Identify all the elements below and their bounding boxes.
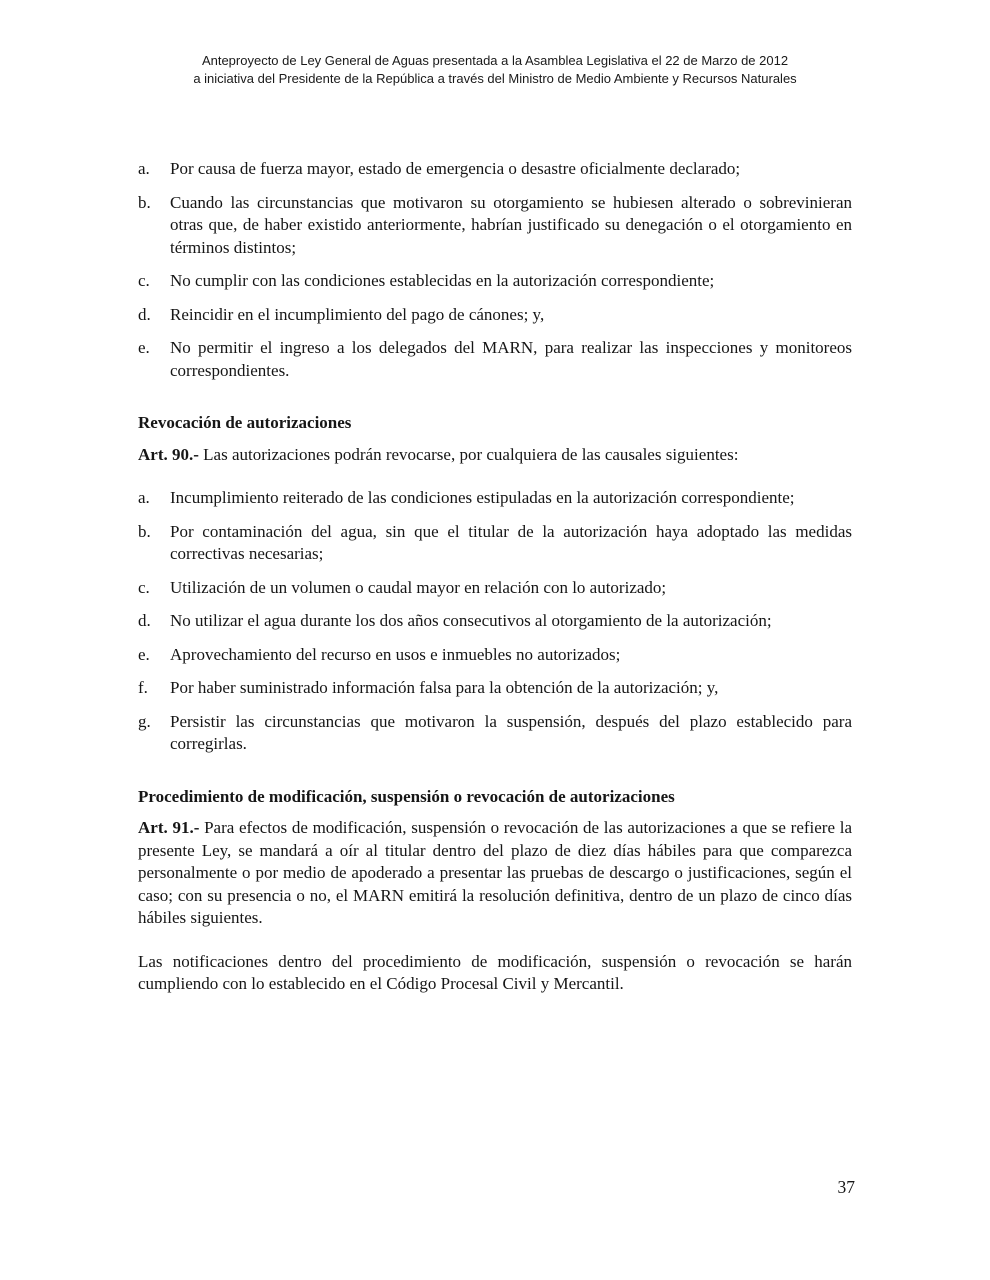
item-marker: c. [138, 577, 150, 597]
list-item [138, 644, 852, 667]
document-header [0, 0, 990, 88]
item-text: No utilizar el agua durante los dos años consecutivos al otorgamiento de la autorización; [170, 611, 772, 630]
item-text: Persistir las circunstancias que motivaron la suspensión, después del plazo establecido para corregirlas. [170, 711, 852, 753]
list-item [138, 487, 852, 510]
item-text: Incumplimiento reiterado de las condiciones estipuladas en la autorización correspondiente; [170, 488, 795, 507]
article-90-paragraph [138, 444, 852, 467]
item-text: Por haber suministrado información falsa para la obtención de la autorización; y, [170, 678, 719, 697]
article-90-label: Art. 90.- [138, 444, 199, 464]
list-item [138, 192, 852, 260]
header-line-1: Anteproyecto de Ley General de Aguas presentada a la Asamblea Legislativa el 22 de Marzo de 2012 [201, 53, 789, 68]
item-marker: g. [138, 711, 151, 731]
article-91-text: Para efectos de modificación, suspensión o revocación de las autorizaciones a que se refiere la presente Ley, se mandará a oír al titular dentro del plazo de diez días hábiles para que comparezca personalmente o por medio de apoderado a presentar las pruebas de descargo o justificaciones, según el caso; con su presencia o no, el MARN emitirá la resolución definitiva, dentro de un plazo de cinco días hábiles siguientes. [138, 818, 852, 927]
item-marker: c. [138, 271, 150, 290]
list-item [138, 577, 852, 600]
item-text: No cumplir con las condiciones establecidas en la autorización correspondiente; [170, 271, 715, 290]
item-marker: a. [138, 488, 150, 507]
item-marker: d. [138, 611, 151, 630]
section-heading-procedimiento: Procedimiento de modificación, suspensión o revocación de autorizaciones [138, 786, 675, 806]
item-marker: e. [138, 644, 150, 664]
list-item [138, 677, 852, 700]
lettered-list-suspension-causes [138, 158, 852, 382]
page-number: 37 [837, 1177, 855, 1197]
notifications-paragraph: Las notificaciones dentro del procedimiento de modificación, suspensión o revocación se harán cumpliendo con lo establecido en el Código Procesal Civil y Mercantil. [138, 951, 852, 993]
list-item [138, 158, 852, 181]
item-marker: a. [138, 159, 150, 178]
item-marker: f. [138, 678, 148, 697]
item-marker: d. [138, 304, 151, 324]
item-text: No permitir el ingreso a los delegados del MARN, para realizar las inspecciones y monitoreos correspondientes. [170, 338, 852, 380]
list-item [138, 304, 852, 327]
list-item [138, 521, 852, 566]
article-91-paragraph [138, 817, 852, 930]
item-marker: b. [138, 521, 151, 541]
item-text: Cuando las circunstancias que motivaron su otorgamiento se hubiesen alterado o sobrevinieran otras que, de haber existido anteriormente, habrían justificado su denegación o el otorgamiento en términos distintos; [170, 192, 852, 257]
article-90-text: Las autorizaciones podrán revocarse, por cualquiera de las causales siguientes: [198, 444, 739, 464]
article-91-label: Art. 91.- [138, 818, 200, 837]
list-item [138, 270, 852, 293]
list-item [138, 711, 852, 756]
item-marker: b. [138, 192, 151, 212]
item-text: Por causa de fuerza mayor, estado de emergencia o desastre oficialmente declarado; [170, 159, 741, 178]
header-line-2: a iniciativa del Presidente de la República a través del Ministro de Medio Ambiente y Recursos Naturales [193, 71, 797, 86]
section-heading-revocacion: Revocación de autorizaciones [138, 413, 352, 432]
item-text: Reincidir en el incumplimiento del pago de cánones; y, [170, 304, 545, 324]
item-marker: e. [138, 338, 150, 357]
list-item [138, 610, 852, 633]
document-body [138, 158, 852, 996]
item-text: Por contaminación del agua, sin que el titular de la autorización haya adoptado las medidas correctivas necesarias; [170, 521, 852, 563]
lettered-list-revocation-causes [138, 487, 852, 756]
list-item [138, 337, 852, 382]
item-text: Aprovechamiento del recurso en usos e inmuebles no autorizados; [170, 644, 621, 664]
item-text: Utilización de un volumen o caudal mayor en relación con lo autorizado; [170, 577, 667, 597]
